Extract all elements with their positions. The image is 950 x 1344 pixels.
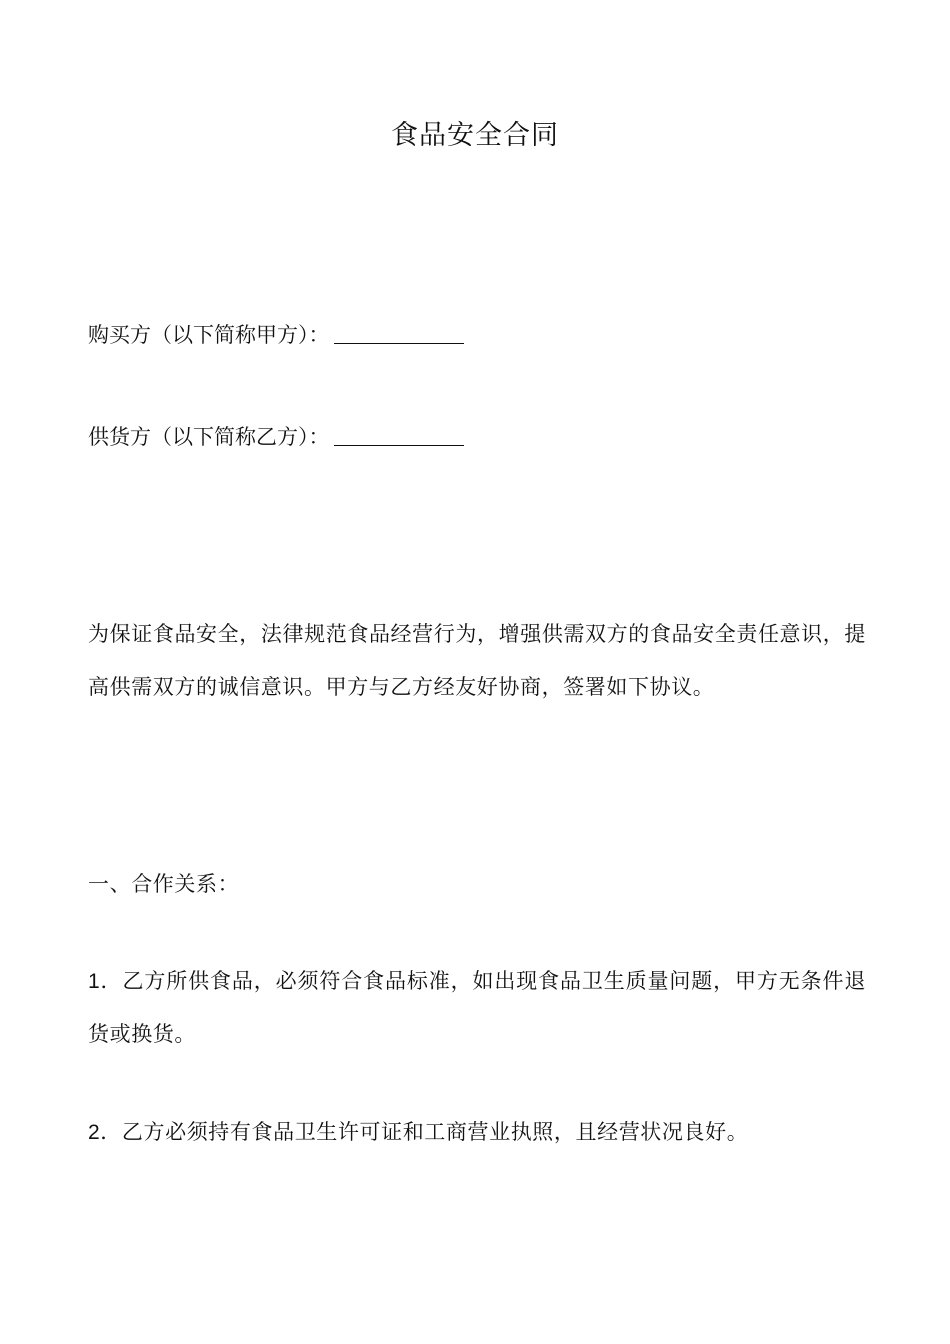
supplier-label: 供货方（以下简称乙方）： <box>88 425 330 449</box>
clause-text: 乙方必须持有食品卫生许可证和工商营业执照，且经营状况良好。 <box>121 1120 749 1144</box>
buyer-line <box>88 320 878 350</box>
buyer-label: 购买方（以下简称甲方）： <box>88 323 330 347</box>
preamble-paragraph: 为保证食品安全，法律规范食品经营行为，增强供需双方的食品安全责任意识，提高供需双方的诚信意识。甲方与乙方经友好协商，签署如下协议。 <box>88 622 866 699</box>
clause-number: 1． <box>88 970 123 993</box>
section-heading: 一、合作关系： <box>88 872 240 896</box>
buyer-blank-field <box>334 321 464 344</box>
clause-text: 乙方所供食品，必须符合食品标准，如出现食品卫生质量问题，甲方无条件退货或换货。 <box>88 969 866 1046</box>
clause-number: 2． <box>88 1121 122 1144</box>
clause-1 <box>88 955 866 1061</box>
supplier-line <box>88 422 878 452</box>
document-title: 食品安全合同 <box>391 120 559 151</box>
clause-2 <box>88 1106 866 1159</box>
supplier-blank-field <box>334 423 464 446</box>
